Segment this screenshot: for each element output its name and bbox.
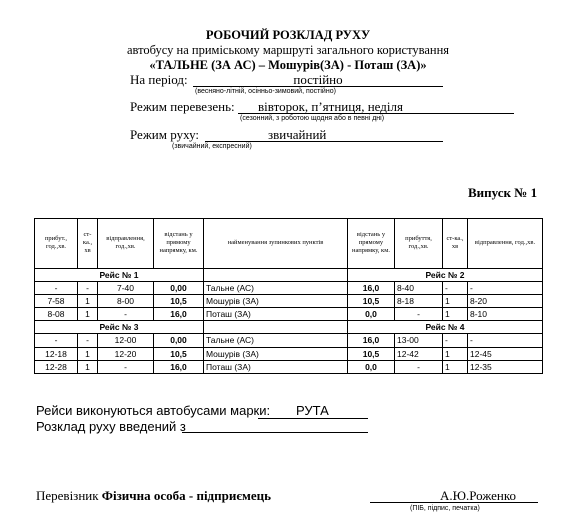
signer-hint: (ПІБ, підпис, печатка) <box>410 505 480 512</box>
arrive-cell: 12-18 <box>35 347 78 360</box>
distance-cell: 16,0 <box>154 308 204 321</box>
depart-cell: 12-35 <box>468 360 543 373</box>
run-label-left: Рейс № 3 <box>35 321 204 334</box>
run-label-right: Рейс № 4 <box>348 321 543 334</box>
depart-cell: 8-10 <box>468 308 543 321</box>
distance-cell: 16,0 <box>154 360 204 373</box>
depart-cell: - <box>468 281 543 294</box>
col-arrive-left: прибут., год.,хв. <box>35 219 78 269</box>
table-row <box>35 334 543 347</box>
bus-line <box>258 418 368 419</box>
stand-cell: 1 <box>443 294 468 307</box>
document-title: РОБОЧИЙ РОЗКЛАД РУХУ <box>205 28 371 42</box>
distance-cell: 10,5 <box>348 294 395 307</box>
stand-cell: 1 <box>78 294 98 307</box>
depart-cell: - <box>98 360 154 373</box>
stop-cell: Поташ (ЗА) <box>204 360 348 373</box>
stand-cell: - <box>443 281 468 294</box>
col-dist-forward: відстань у прямому напрямку, км. <box>154 219 204 269</box>
document-subtitle: автобусу на приміському маршруті загального користування <box>126 43 450 57</box>
stand-cell: - <box>78 281 98 294</box>
mode-label: Режим перевезень: <box>130 99 235 114</box>
run-label-right: Рейс № 2 <box>348 268 543 281</box>
run-header-row <box>35 268 543 281</box>
distance-cell: 0,00 <box>154 334 204 347</box>
intro-line <box>182 432 368 433</box>
stand-cell: 1 <box>78 360 98 373</box>
mode-value: вівторок, п’ятниця, неділя <box>258 99 403 114</box>
table-row <box>35 347 543 360</box>
col-stand-left: ст-ка., хв <box>78 219 98 269</box>
depart-cell: 8-00 <box>98 294 154 307</box>
carrier-line <box>36 488 271 504</box>
distance-cell: 10,5 <box>154 294 204 307</box>
col-depart-right: відправлення, год.,хв. <box>468 219 543 269</box>
col-stand-right: ст-ка., хв <box>443 219 468 269</box>
distance-cell: 0,00 <box>154 281 204 294</box>
period-hint: (весняно-літній, осінньо-зимовий, постійно) <box>195 88 336 95</box>
arrive-cell: - <box>395 308 443 321</box>
arrive-cell: 8-40 <box>395 281 443 294</box>
arrive-cell: 12-42 <box>395 347 443 360</box>
table-row <box>35 281 543 294</box>
stand-cell: 1 <box>443 347 468 360</box>
arrive-cell: - <box>35 334 78 347</box>
distance-cell: 16,0 <box>348 281 395 294</box>
col-stops: найменування зупинкових пунктів <box>204 219 348 269</box>
stop-cell: Поташ (ЗА) <box>204 308 348 321</box>
arrive-cell: 8-08 <box>35 308 78 321</box>
table-row <box>35 360 543 373</box>
arrive-cell: 7-58 <box>35 294 78 307</box>
table-header-row <box>35 219 543 269</box>
schedule-table <box>34 218 543 374</box>
table-row <box>35 294 543 307</box>
carrier-label: Перевізник <box>36 488 99 503</box>
stop-cell: Мошурів (ЗА) <box>204 347 348 360</box>
period-label: На період: <box>130 72 188 87</box>
stop-cell: Тальне (АС) <box>204 281 348 294</box>
depart-cell: 12-20 <box>98 347 154 360</box>
period-value: постійно <box>293 72 343 87</box>
stand-cell: 1 <box>443 308 468 321</box>
run-header-row <box>35 321 543 334</box>
depart-cell: 12-45 <box>468 347 543 360</box>
col-dist-back: відстань у прямому напрямку, км. <box>348 219 395 269</box>
stand-cell: 1 <box>78 347 98 360</box>
stop-cell: Мошурів (ЗА) <box>204 294 348 307</box>
distance-cell: 0,0 <box>348 360 395 373</box>
arrive-cell: - <box>395 360 443 373</box>
arrive-cell: 12-28 <box>35 360 78 373</box>
distance-cell: 10,5 <box>154 347 204 360</box>
stand-cell: - <box>78 334 98 347</box>
route-name: «ТАЛЬНЕ (ЗА АС) – Мошурів(ЗА) - Поташ (ЗА)» <box>149 58 427 72</box>
col-depart-left: відправлення, год.,хв. <box>98 219 154 269</box>
arrive-cell: - <box>35 281 78 294</box>
stop-cell: Тальне (АС) <box>204 334 348 347</box>
table-row <box>35 308 543 321</box>
run-gap <box>204 321 348 334</box>
intro-label: Розклад руху введений з <box>36 419 186 434</box>
distance-cell: 10,5 <box>348 347 395 360</box>
run-label-left: Рейс № 1 <box>35 268 204 281</box>
depart-cell: - <box>98 308 154 321</box>
mode-hint: (сезонний, з роботою щодня або в певні дні) <box>240 115 385 122</box>
col-arrive-right: прибуття, год.,хв. <box>395 219 443 269</box>
stand-cell: 1 <box>443 360 468 373</box>
arrive-cell: 8-18 <box>395 294 443 307</box>
signer-name: А.Ю.Роженко <box>440 488 517 503</box>
distance-cell: 16,0 <box>348 334 395 347</box>
traffic-hint: (звичайний, експресний) <box>172 143 252 150</box>
release-number: Випуск № 1 <box>468 185 538 200</box>
carrier-value: Фізична особа - підприємець <box>101 488 271 503</box>
arrive-cell: 13-00 <box>395 334 443 347</box>
distance-cell: 0,0 <box>348 308 395 321</box>
bus-label: Рейси виконуються автобусами марки: <box>36 403 271 418</box>
stand-cell: 1 <box>78 308 98 321</box>
traffic-label: Режим руху: <box>130 127 200 142</box>
stand-cell: - <box>443 334 468 347</box>
depart-cell: - <box>468 334 543 347</box>
depart-cell: 12-00 <box>98 334 154 347</box>
traffic-value: звичайний <box>268 127 327 142</box>
depart-cell: 7-40 <box>98 281 154 294</box>
run-gap <box>204 268 348 281</box>
depart-cell: 8-20 <box>468 294 543 307</box>
bus-value: РУТА <box>296 403 329 418</box>
